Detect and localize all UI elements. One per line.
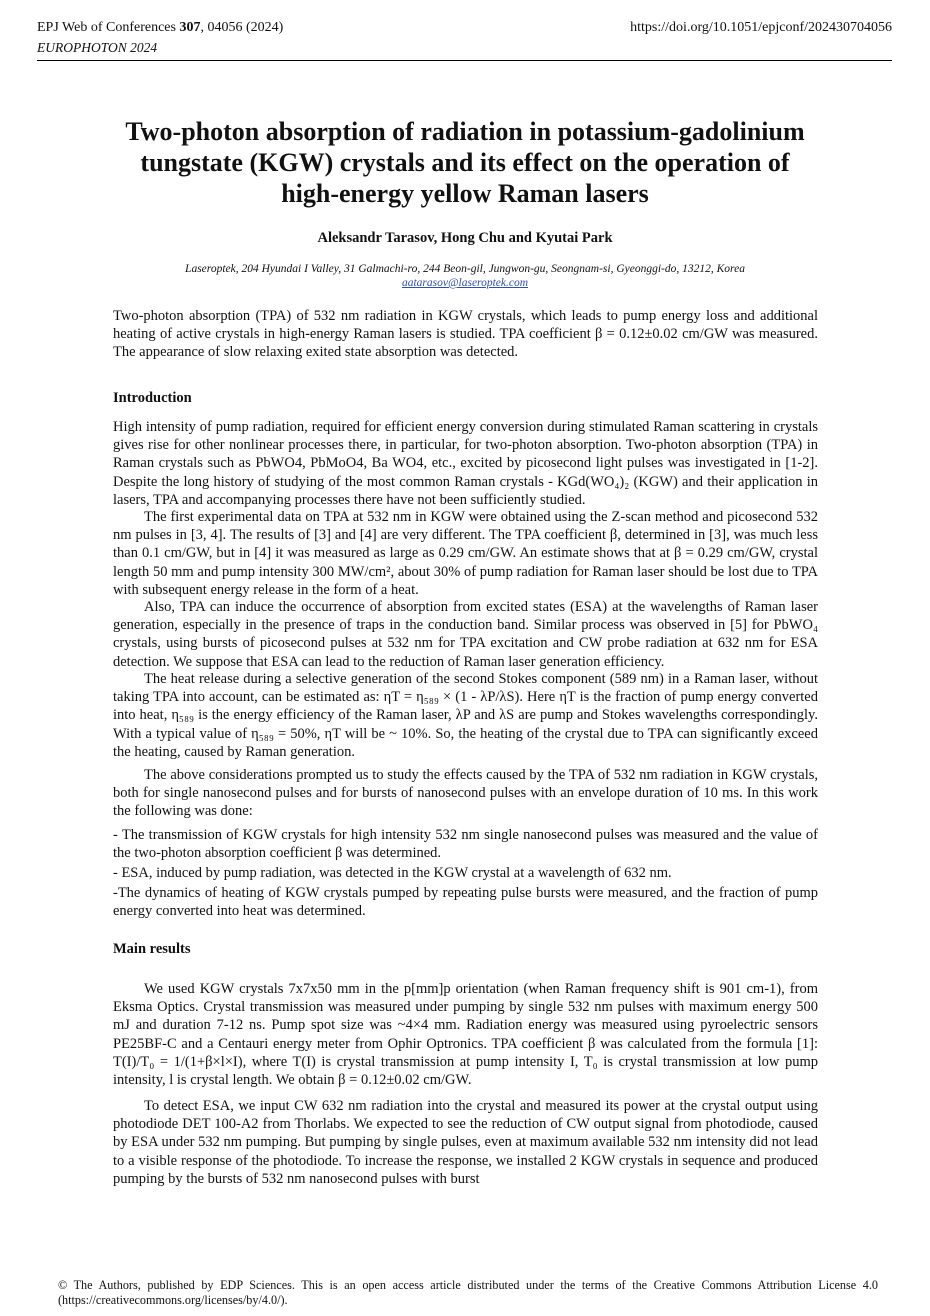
intro-paragraph-2: The first experimental data on TPA at 532 nm in KGW were obtained using the Z-scan method and picosecond 532 nm pulses in [3, 4]. The results of [3] and [4] are very different. The TPA coefficient β, determined in [3], was much less than 0.1 cm/GW, but in [4] it was measured as large as 0.29 cm/GW. An estimate shows that at β = 0.29 cm/GW, crystal length 50 mm and pump intensity 300 MW/cm², about 30% of pump radiation for Raman laser should be lost due to TPA with subsequent energy release in the form of a heat. xyxy=(113,509,818,598)
author-email-link[interactable]: aatarasov@laseroptek.com xyxy=(401,277,529,289)
intro-paragraph-3: Also, TPA can induce the occurrence of absorption from excited states (ESA) at the wavelengths of Raman laser generation, especially in the presence of traps in the conduction band. Similar process was observed in [5] for PbWO₄ crystals, using bursts of picosecond pulses at 532 nm for TPA excitation and CW probe radiation at 632 nm for ESA detection. We suppose that ESA can lead to the reduction of Raman laser generation efficiency. xyxy=(113,599,818,670)
journal-volume: 307 xyxy=(179,20,201,35)
section-heading-main-results: Main results xyxy=(113,941,191,957)
paper-title: Two-photon absorption of radiation in potassium-gadolinium tungstate (KGW) crystals and its effect on the operation of high-energy yellow Raman lasers xyxy=(125,117,805,208)
affiliation: Laseroptek, 204 Hyundai I Valley, 31 Galmachi-ro, 244 Beon-gil, Jungwon-gu, Seongnam-si, Gyeonggi-do, 13212, Korea xyxy=(185,263,745,275)
conference-name: EUROPHOTON 2024 xyxy=(37,40,158,55)
affiliation-block xyxy=(0,262,930,290)
section-heading-introduction: Introduction xyxy=(113,390,192,406)
journal-name: EPJ Web of Conferences xyxy=(37,20,176,35)
intro-paragraph-5: The above considerations prompted us to study the effects caused by the TPA of 532 nm radiation in KGW crystals, both for single nanosecond pulses and for bursts of nanosecond pulses with an envelope duration of 10 ms. In this work the following was done: xyxy=(113,767,818,820)
intro-bullet-2: - ESA, induced by pump radiation, was detected in the KGW crystal at a wavelength of 632 nm. xyxy=(113,865,672,881)
main-results-paragraph-1: We used KGW crystals 7x7x50 mm in the p[mm]p orientation (when Raman frequency shift is 901 cm-1), from Eksma Optics. Crystal transmission was measured under pumping by single 532 nm pulses with maximum energy 500 mJ and duration 7-12 ns. Pump spot size was ~4×4 mm. Radiation energy was measured using pyroelectric sensors PE25BF-C and a Centauri energy meter from Ophir Optronics. TPA coefficient β was calculated from the formula [1]: T(I)/T₀ = 1/(1+β×l×I), where T(I) is crystal transmission at pump intensity I, T₀ is crystal transmission at low pump intensity, l is crystal length. We obtain β = 0.12±0.02 cm/GW. xyxy=(113,981,818,1089)
running-header xyxy=(37,18,892,61)
intro-paragraph-4: The heat release during a selective generation of the second Stokes component (589 nm) in a Raman laser, without taking TPA into account, can be estimated as: ηT = η₅₈₉ × (1 - λP/λS). Here ηT is the fraction of pump energy converted into heat, η₅₈₉ is the energy efficiency of the Raman laser, λP and λS are pump and Stokes wavelengths correspondingly. With a typical value of η₅₈₉ = 50%, ηT will be ~ 10%. So, the heating of the crystal due to TPA can significantly exceed the heating, caused by Raman generation. xyxy=(113,671,818,760)
license-footer: © The Authors, published by EDP Sciences. This is an open access article distributed under the terms of the Creative Commons Attribution License 4.0 (https://creativecommons.org/licenses/by/4.0/). xyxy=(58,1278,878,1307)
intro-bullet-3: -The dynamics of heating of KGW crystals pumped by repeating pulse bursts were measured, and the fraction of pump energy converted into heat was determined. xyxy=(113,885,818,920)
intro-paragraph-1: High intensity of pump radiation, required for efficient energy conversion during stimulated Raman scattering in crystals gives rise for other nonlinear processes there, in particular, for two-photon absorption. Two-photon absorption (TPA) in Raman crystals such as PbWO4, PbMoO4, Ba WO4, etc., excited by picosecond light pulses was investigated in [1-2]. Despite the long history of studying of the most common Raman crystals - KGd(WO₄)₂ (KGW) and their application in lasers, TPA and accompanying processes there have not been sufficiently studied. xyxy=(113,419,818,508)
article-reference: , 04056 (2024) xyxy=(200,20,284,35)
intro-bullet-1: - The transmission of KGW crystals for high intensity 532 nm single nanosecond pulses was measured and the value of the two-photon absorption coefficient β was determined. xyxy=(113,827,818,862)
abstract: Two-photon absorption (TPA) of 532 nm radiation in KGW crystals, which leads to pump energy loss and additional heating of active crystals in high-energy Raman lasers is studied. TPA coefficient β = 0.12±0.02 cm/GW was measured. The appearance of slow relaxing exited state absorption was detected. xyxy=(113,308,818,361)
main-results-paragraph-2: To detect ESA, we input CW 632 nm radiation into the crystal and measured its power at the crystal output using photodiode DET 100-A2 from Thorlabs. We expected to see the reduction of CW output signal from photodiode, caused by ESA under 532 nm pumping. But pumping by single pulses, even at maximum available 532 nm intensity did not lead to a visible response of the photodiode. To increase the response, we installed 2 KGW crystals in sequence and produced pumping by the bursts of 532 nm nanosecond pulses with burst xyxy=(113,1098,818,1187)
journal-citation xyxy=(37,20,283,36)
author-list: Aleksandr Tarasov, Hong Chu and Kyutai Park xyxy=(317,230,613,246)
doi-link[interactable]: https://doi.org/10.1051/epjconf/202430704056 xyxy=(630,20,892,35)
